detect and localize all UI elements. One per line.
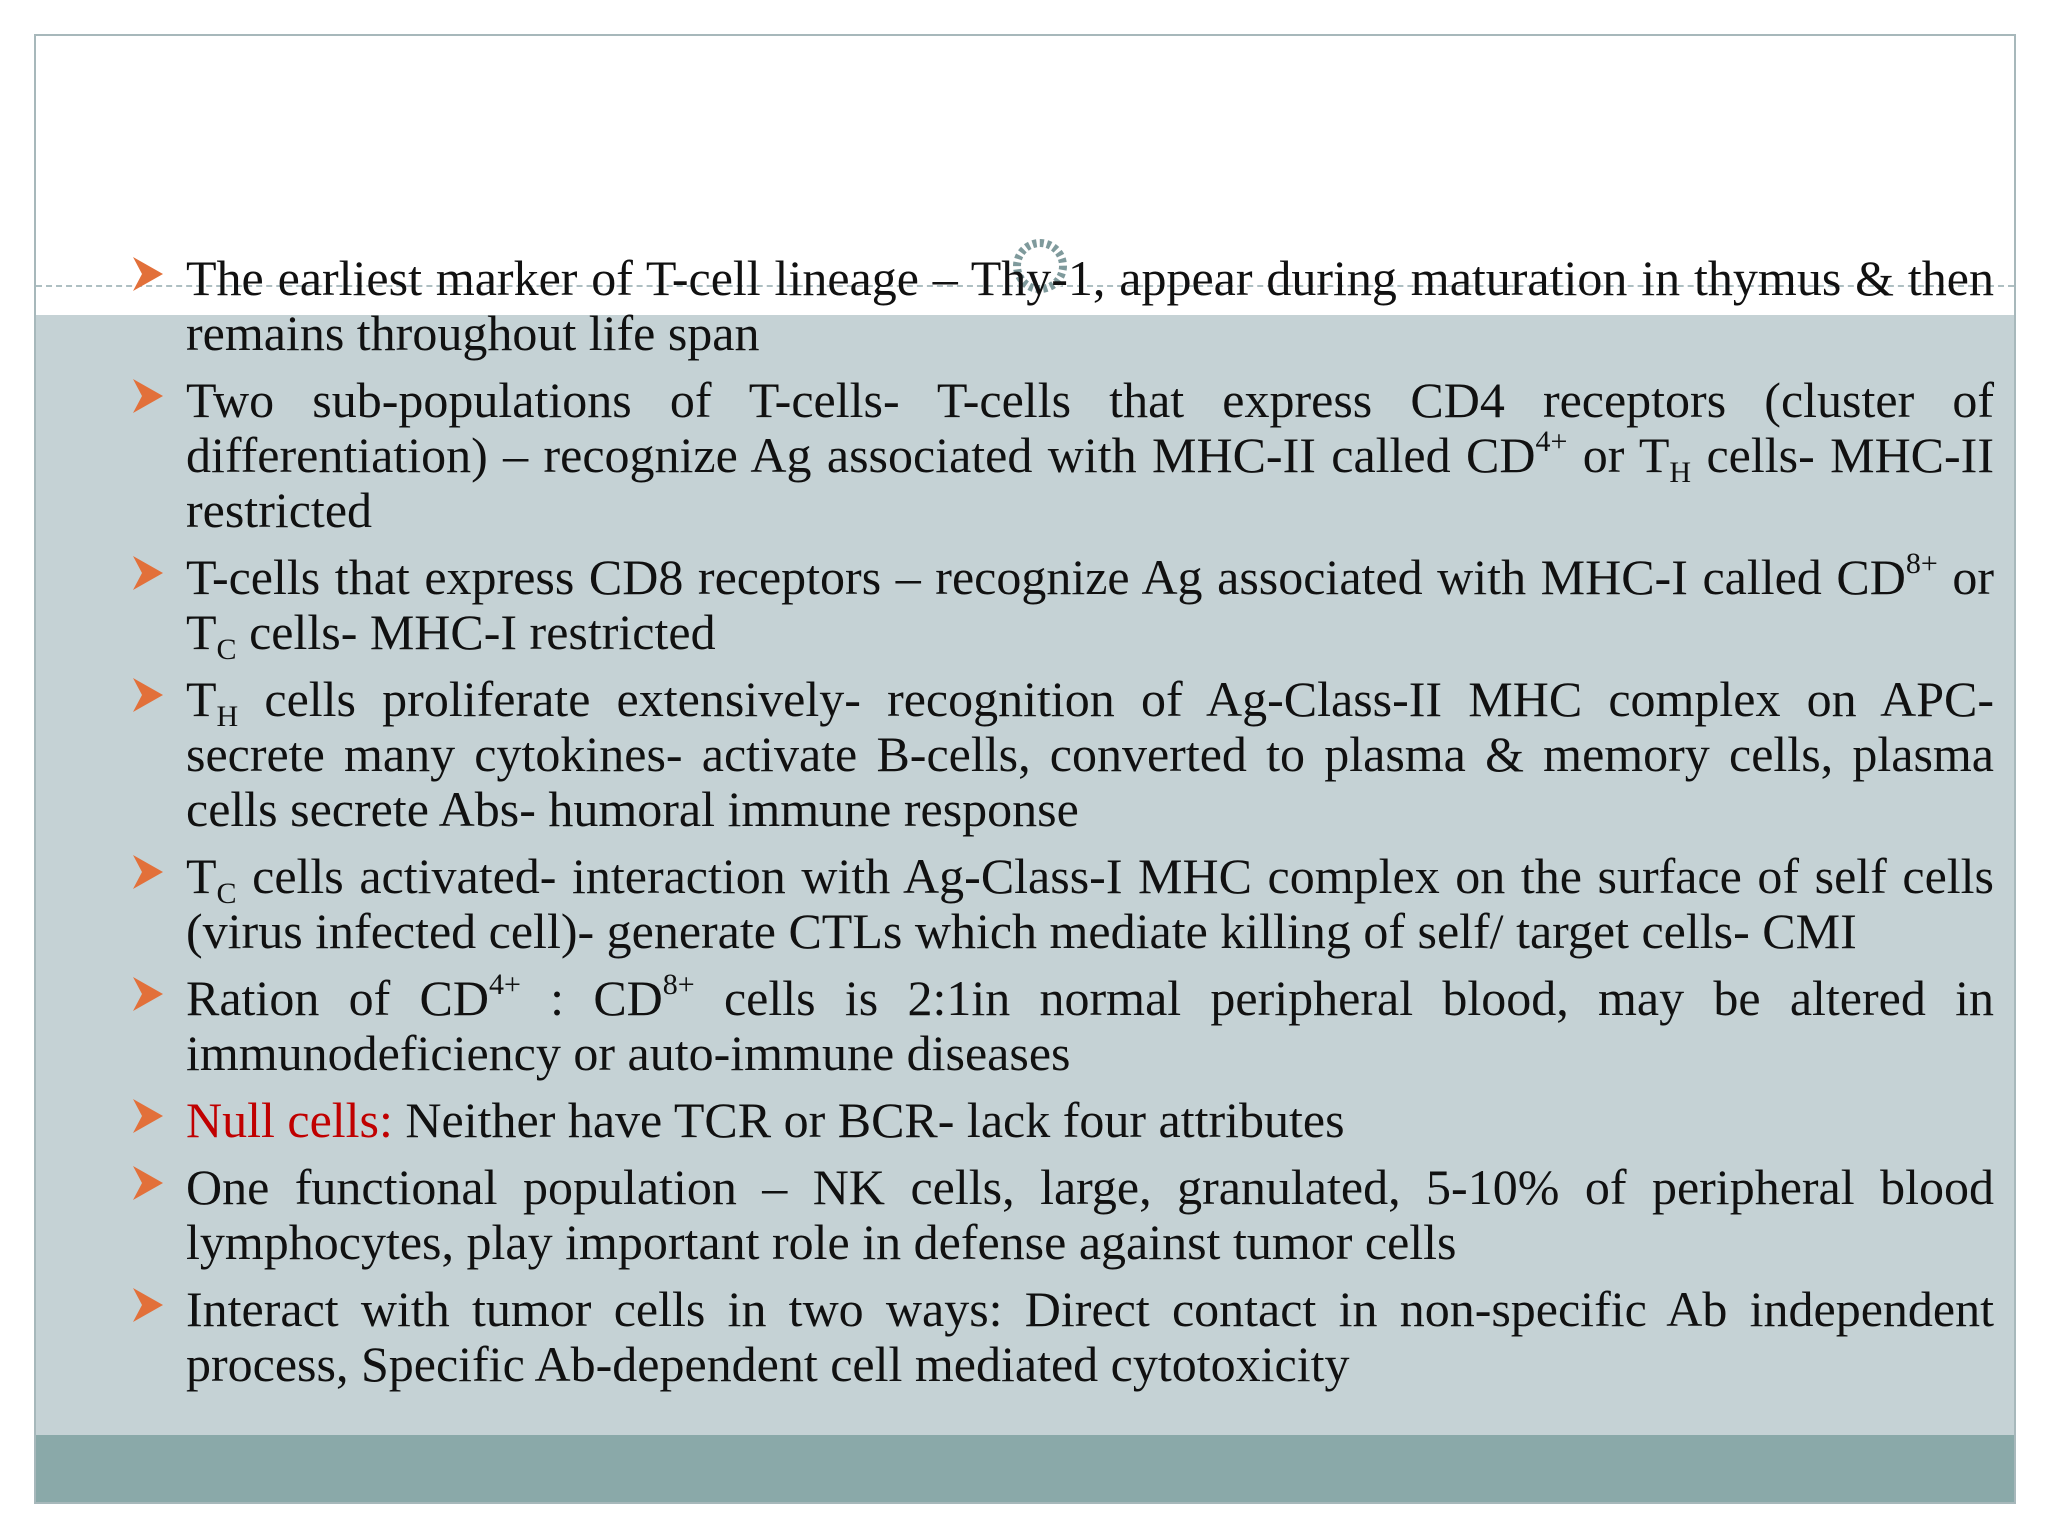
arrowhead-bullet-icon [130,852,166,892]
superscript: 4+ [488,968,521,1001]
subscript: H [1669,456,1692,489]
bullet-text: Neither have TCR or BCR- lack four attributes [392,1092,1345,1148]
bullet-text: : CD [520,970,663,1026]
superscript: 8+ [662,968,695,1001]
subscript: C [216,633,237,666]
arrowhead-bullet-icon [130,553,166,593]
bullet-item-nk-cells [100,1160,1994,1270]
arrowhead-bullet-icon [130,1163,166,1203]
bullet-item-cd4-cd8-ratio [100,968,1994,1081]
bullet-item-tc-cells [100,849,1994,959]
bullet-text: One functional population – NK cells, large, granulated, 5-10% of peripheral blood lymphocytes, play important role in defense against tumor cells [186,1159,1994,1270]
subscript: C [216,877,237,910]
bullet-text: Two sub-populations of T-cells- T-cells that express CD4 receptors (cluster of differentiation) – recognize Ag associated with MHC-II called CD [186,372,1994,483]
arrowhead-bullet-icon [130,1096,166,1136]
bullet-text: cells- MHC-II restricted [186,427,1994,538]
bullet-item-null-cells [100,1093,1994,1148]
superscript: 4+ [1535,425,1568,458]
bullet-text: cells activated- interaction with Ag-Class-I MHC complex on the surface of self cells (virus infected cell)- generate CTLs which mediate killing of self/ target cells- CMI [186,848,1994,959]
bullet-text: T [186,848,217,904]
arrowhead-bullet-icon [130,974,166,1014]
bullet-item-th-cells [100,672,1994,837]
bullet-text: Ration of CD [186,970,489,1026]
bullet-text: The earliest marker of T-cell lineage – Thy-1, appear during maturation in thymus & then remains throughout life span [186,250,1994,361]
arrowhead-bullet-icon [130,1285,166,1325]
bullet-text: cells is 2:1in normal peripheral blood, may be altered in immunodeficiency or auto-immune diseases [186,970,1994,1081]
bullet-item-t-cell-subpopulations [100,373,1994,538]
arrowhead-bullet-icon [130,675,166,715]
bullet-text: cells- MHC-I restricted [236,604,716,660]
bullet-text: or T [186,549,1994,660]
bullet-item-tumor-interaction [100,1282,1994,1392]
highlighted-term: Null cells: [186,1092,393,1148]
bullet-list [100,251,1994,1404]
bullet-item-thy1-marker [100,251,1994,361]
footer-band [36,1435,2014,1504]
bullet-text: or T [1567,427,1670,483]
bullet-text: T [186,671,217,727]
superscript: 8+ [1905,547,1938,580]
bullet-item-cd8-cells [100,547,1994,666]
bullet-text: Interact with tumor cells in two ways: Direct contact in non-specific Ab independent process, Specific Ab-dependent cell mediated cytotoxicity [186,1281,1994,1392]
arrowhead-bullet-icon [130,376,166,416]
arrowhead-bullet-icon [130,254,166,294]
subscript: H [216,700,239,733]
bullet-text: T-cells that express CD8 receptors – recognize Ag associated with MHC-I called CD [186,549,1906,605]
bullet-text: cells proliferate extensively- recognition of Ag-Class-II MHC complex on APC- secrete many cytokines- activate B-cells, converted to plasma & memory cells, plasma cells secrete Abs- humoral immune response [186,671,1994,837]
slide [34,34,2016,1504]
